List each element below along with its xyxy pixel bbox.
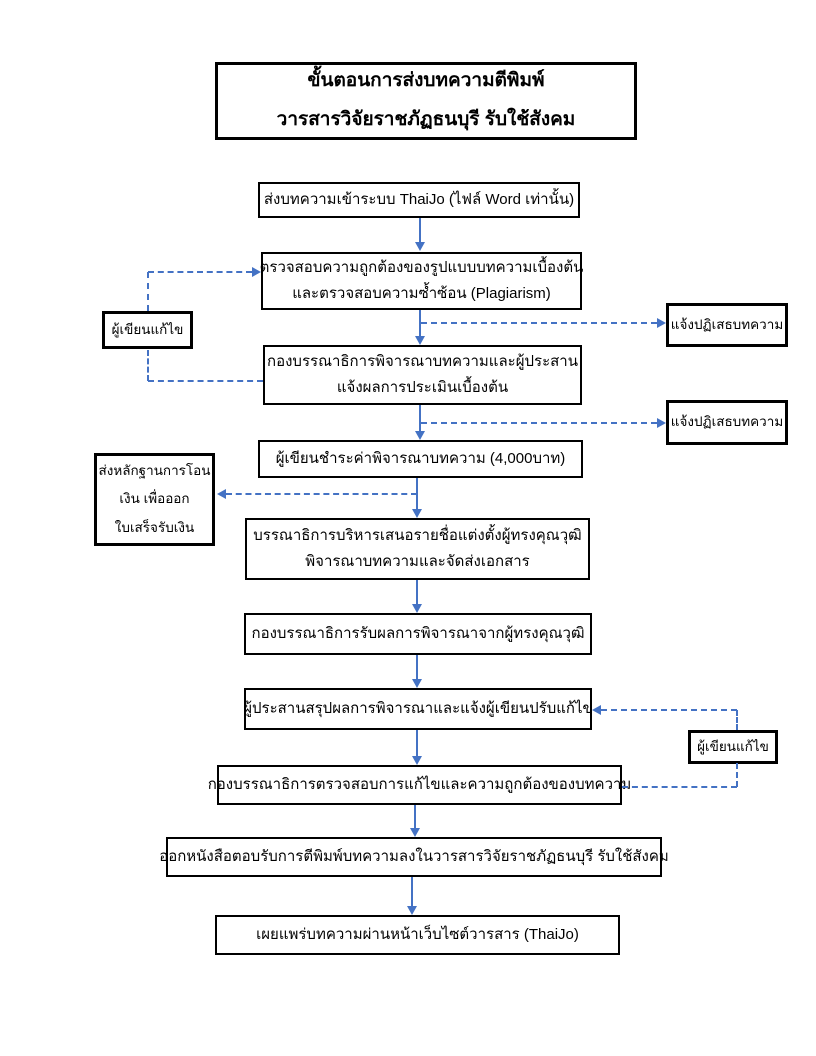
down-arrow-icon <box>410 828 420 837</box>
step-editorial-initial-review-box <box>263 345 582 405</box>
step-text: กองบรรณาธิการตรวจสอบการแก้ไขและความถูกต้องของบทความ <box>207 775 632 793</box>
author-edit-right-box <box>688 730 778 764</box>
down-arrow-line <box>419 405 421 432</box>
side-box-text: ผู้เขียนแก้ไข <box>111 321 184 337</box>
dashed-connector-vertical <box>147 272 149 311</box>
down-arrow-line <box>411 877 413 907</box>
right-arrow-icon <box>657 418 666 428</box>
down-arrow-icon <box>412 756 422 765</box>
down-arrow-line <box>416 730 418 757</box>
dashed-connector-to-reject-bottom <box>421 422 657 424</box>
down-arrow-icon <box>412 509 422 518</box>
step-format-plagiarism-check-box <box>261 252 582 310</box>
step-text: ตรวจสอบความถูกต้องของรูปแบบบทความเบื้องต้น <box>259 258 584 276</box>
step-text: และตรวจสอบความซ้ำซ้อน (Plagiarism) <box>292 285 551 302</box>
step-text: ออกหนังสือตอบรับการตีพิมพ์บทความลงในวารสารวิจัยราชภัฏธนบุรี รับใช้สังคม <box>159 847 669 865</box>
step-text: กองบรรณาธิการรับผลการพิจารณาจากผู้ทรงคุณวุฒิ <box>251 624 585 642</box>
reject-notice-bottom-box <box>666 400 788 445</box>
reject-notice-top-box <box>666 303 788 347</box>
down-arrow-icon <box>415 431 425 440</box>
payment-evidence-box <box>94 453 215 546</box>
dashed-connector-vertical <box>147 350 149 381</box>
down-arrow-line <box>419 218 421 243</box>
dashed-connector-author-edit-to-check <box>148 271 252 273</box>
step-revision-verification-box <box>207 765 632 805</box>
side-box-text: แจ้งปฏิเสธบทความ <box>670 414 784 430</box>
down-arrow-line <box>414 805 416 829</box>
side-box-text: แจ้งปฏิเสธบทความ <box>670 316 784 332</box>
step-author-payment-box <box>258 440 583 478</box>
down-arrow-icon <box>412 679 422 688</box>
down-arrow-line <box>416 580 418 605</box>
side-box-text: ใบเสร็จรับเงิน <box>114 519 195 535</box>
title-line-2: วารสารวิจัยราชภัฏธนบุรี รับใช้สังคม <box>276 109 576 130</box>
down-arrow-icon <box>415 336 425 345</box>
step-text: ผู้ประสานสรุปผลการพิจารณาและแจ้งผู้เขียนปรับแก้ไข <box>243 699 593 717</box>
side-box-text: เงิน เพื่อออก <box>119 491 190 507</box>
dashed-connector-editorial-to-author-edit <box>148 380 263 382</box>
step-submit-article-box <box>258 182 580 218</box>
left-arrow-icon <box>592 705 601 715</box>
step-coordinator-summary-box <box>244 688 592 730</box>
side-box-text: ส่งหลักฐานการโอน <box>98 462 211 478</box>
dashed-connector-vertical <box>736 710 738 730</box>
step-text: แจ้งผลการประเมินเบื้องต้น <box>336 379 509 396</box>
step-text: กองบรรณาธิการพิจารณาบทความและผู้ประสาน <box>267 352 578 370</box>
dashed-connector-to-reject-top <box>421 322 657 324</box>
step-text: เผยแพร่บทความผ่านหน้าเว็บไซต์วารสาร (ThaiJo) <box>256 925 579 943</box>
step-reviewer-appointment-box <box>245 518 590 580</box>
down-arrow-icon <box>412 604 422 613</box>
dashed-connector-author-edit-to-coordinator <box>601 709 737 711</box>
step-text: ผู้เขียนชำระค่าพิจารณาบทความ (4,000บาท) <box>275 449 566 467</box>
step-text: ส่งบทความเข้าระบบ ThaiJo (ไฟล์ Word เท่านั้น) <box>263 190 575 208</box>
author-edit-left-box <box>102 311 193 349</box>
dashed-connector-to-payment-evidence <box>226 493 417 495</box>
flowchart-title-box <box>215 62 637 140</box>
down-arrow-line <box>416 655 418 680</box>
step-publish-online-box <box>215 915 620 955</box>
step-text: บรรณาธิการบริหารเสนอรายชื่อแต่งตั้งผู้ทรงคุณวุฒิ <box>253 526 582 544</box>
title-line-1: ขั้นตอนการส่งบทความตีพิมพ์ <box>307 70 545 92</box>
left-arrow-icon <box>217 489 226 499</box>
side-box-text: ผู้เขียนแก้ไข <box>697 738 769 754</box>
down-arrow-icon <box>415 242 425 251</box>
down-arrow-icon <box>407 906 417 915</box>
step-acceptance-letter-box <box>159 837 669 877</box>
right-arrow-icon <box>657 318 666 328</box>
right-arrow-icon <box>252 267 261 277</box>
step-text: พิจารณาบทความและจัดส่งเอกสาร <box>305 553 530 570</box>
dashed-connector-vertical <box>736 763 738 787</box>
dashed-connector-revision-to-author-edit <box>622 786 737 788</box>
step-receive-review-results-box <box>244 613 592 655</box>
